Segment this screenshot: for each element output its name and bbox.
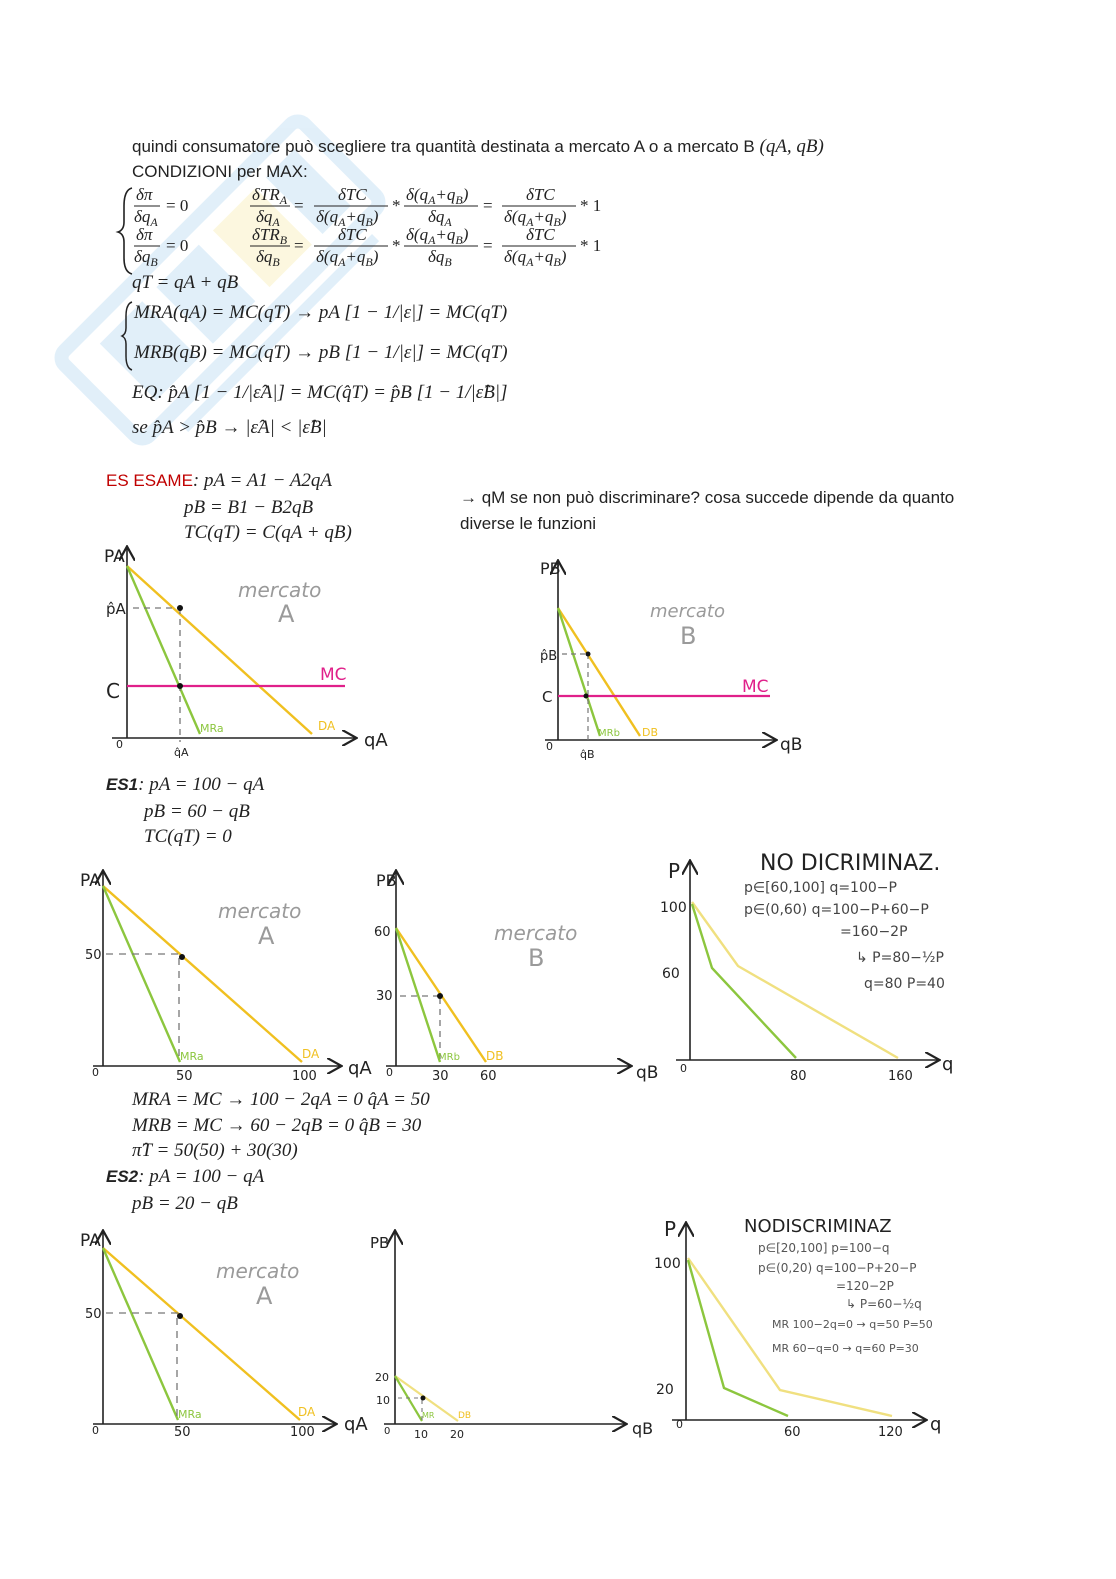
es1-nd-tick100: 100 (660, 900, 687, 916)
esame-b-d-label: DB (642, 726, 659, 739)
intro-text: quindi consumatore può scegliere tra quantità destinata a mercato A o a mercato B (132, 137, 755, 156)
es2-graph-nodiscr (654, 1216, 941, 1440)
es1-a-ylabel: PA (80, 871, 101, 891)
es1-label: ES1 (106, 775, 139, 794)
es2-b-tick20-y: 20 (375, 1371, 389, 1384)
es2-a-tick50-y: 50 (85, 1307, 102, 1322)
es1-a-tick50-y: 50 (85, 948, 102, 963)
eq2-num2: $\delta(q_A+q_B)$ (406, 225, 469, 247)
eq1-dtc2: δTC (526, 185, 555, 204)
eq2-times1: * 1 (580, 236, 602, 255)
es2-nd-xlabel: q (930, 1414, 942, 1435)
es1-b-letter: B (528, 944, 545, 972)
eq2-dqb2: $\delta q_B$ (256, 247, 280, 269)
eq1-star: * (392, 196, 401, 215)
eq2-dtrb: δTR$_B$ (252, 225, 288, 247)
es2-b-d-label: DB (458, 1411, 472, 1421)
eq2-eqA: = (294, 236, 304, 255)
es1-a-xlabel: qA (348, 1058, 372, 1079)
esame-a-point-mc (177, 683, 183, 689)
es1-nd-zero: 0 (680, 1062, 687, 1075)
esame-b-qhat: q̂B (580, 748, 595, 761)
es1-nd-tick80: 80 (790, 1069, 807, 1084)
es2-nd-tick120: 120 (878, 1425, 903, 1440)
es2-a-mr-label: MRa (178, 1408, 202, 1421)
es1-a-mercato: mercato (218, 899, 302, 923)
es2-nd-line3: =120−2P (836, 1279, 894, 1293)
es1-pa: : pA = 100 − qA (138, 774, 265, 795)
esame-b-mr (558, 608, 600, 736)
eq2-eq0: = 0 (166, 236, 189, 255)
es1-nd-xlabel: q (942, 1054, 954, 1075)
es2-a-tick50-x: 50 (174, 1425, 191, 1440)
es2-a-tick100: 100 (290, 1425, 315, 1440)
es1-a-d-label: DA (302, 1047, 320, 1061)
es2-b-ylabel: PB (370, 1234, 390, 1252)
es1-a-tick50-x: 50 (176, 1069, 193, 1084)
es2-a-mercato: mercato (216, 1259, 300, 1283)
eq2-den2: $\delta q_B$ (428, 247, 452, 269)
es2-nd-line4: ↳ P=60−½q (846, 1297, 922, 1311)
es2-b-zero: 0 (384, 1426, 391, 1437)
es-esame-pb: pB = B1 − B2qB (184, 497, 314, 518)
esame-b-mc-label: MC (742, 677, 769, 697)
esame-a-zero: 0 (116, 738, 123, 751)
es2-b-tick20-x: 20 (450, 1428, 464, 1441)
esame-a-d-label: DA (318, 719, 336, 733)
es2-b-xlabel: qB (632, 1419, 654, 1438)
es1-a-zero: 0 (92, 1066, 99, 1079)
mr-b-line: MRB(qB) = MC(qT) → pB [1 − 1/|ε|] = MC(qT) (134, 342, 508, 363)
es1-graph-b (374, 871, 658, 1084)
es2-a-letter: A (256, 1282, 273, 1310)
eq2-dtc2: δTC (526, 225, 555, 244)
esame-b-point-top (586, 652, 591, 657)
esame-a-mc-label: MC (320, 665, 347, 685)
esame-b-c: C (542, 688, 553, 706)
esame-a-qhat: q̂A (174, 746, 189, 759)
es1-b-point (437, 993, 443, 999)
esame-b-demand (558, 608, 640, 736)
es2-nd-tick60: 60 (784, 1425, 801, 1440)
intro-vars: (qA, qB) (759, 136, 824, 157)
esame-a-mercato: mercato (238, 578, 322, 602)
es1-a-tick100: 100 (292, 1069, 317, 1084)
eq1-dtc: δTC (338, 185, 367, 204)
esame-a-c: C (106, 679, 120, 703)
es1-nd-tick160: 160 (888, 1069, 913, 1084)
es1-mr-a: MRA = MC → 100 − 2qA = 0 q̂A = 50 (132, 1089, 430, 1110)
es1-b-tick60-x: 60 (480, 1069, 497, 1084)
eq1-dtra: δTR$_A$ (252, 185, 288, 207)
esame-b-point-mc (584, 694, 589, 699)
eq2-dtc: δTC (338, 225, 367, 244)
eq1-num2: $\delta(q_A+q_B)$ (406, 185, 469, 207)
es1-b-mr-label: MRb (438, 1052, 460, 1063)
es2-b-mr-label: MR (422, 1411, 435, 1420)
es1-tc: TC(qT) = 0 (144, 826, 232, 847)
es2-a-point (177, 1313, 183, 1319)
es1-graph-a (80, 871, 372, 1084)
mr-a-line: MRA(qA) = MC(qT) → pA [1 − 1/|ε|] = MC(qT) (134, 302, 508, 323)
es1-nd-ylabel: P (668, 859, 681, 883)
es2-nd-line6: MR 60−q=0 → q=60 P=30 (772, 1342, 919, 1355)
es1-nd-line5: q=80 P=40 (864, 976, 945, 992)
es1-a-mr (103, 886, 180, 1062)
esame-a-phat: p̂A (106, 600, 126, 618)
es1-nd-line3: =160−2P (840, 924, 908, 940)
es2-nd-line5: MR 100−2q=0 → q=50 P=50 (772, 1318, 933, 1331)
eq1-dqa: $\delta q_A$ (134, 207, 158, 229)
esame-b-phat: p̂B (540, 649, 558, 664)
eq1-den2: $\delta q_A$ (428, 207, 452, 229)
es-esame-tc: TC(qT) = C(qA + qB) (184, 522, 352, 543)
es1-mr-b: MRB = MC → 60 − 2qB = 0 q̂B = 30 (132, 1115, 422, 1136)
es1-b-tick60-y: 60 (374, 925, 391, 940)
qm-note-1: → qM se non può discriminare? cosa succede dipende da quanto (460, 488, 955, 507)
es2-graph-b (370, 1232, 653, 1441)
eq-line: EQ: p̂A [1 − 1/|ε̂A|] = MC(q̂T) = p̂B [1 − 1/|ε̂B|] (132, 382, 508, 403)
esame-a-mr-label: MRa (200, 722, 224, 735)
es1-nd-mr (692, 904, 796, 1058)
es2-nd-ylabel: P (664, 1217, 677, 1241)
eq1-eqB: = (483, 196, 493, 215)
esame-a-xlabel: qA (364, 730, 388, 751)
es1-b-ylabel: PB (376, 871, 397, 890)
eq2-den1: $\delta(q_A+q_B)$ (316, 247, 379, 269)
eq1-dqaqb: $\delta(q_A+q_B)$ (316, 207, 379, 229)
esame-b-letter: B (680, 622, 697, 650)
es1-b-d-label: DB (486, 1049, 504, 1063)
esame-graph-b (540, 559, 802, 761)
esame-a-letter: A (278, 600, 295, 628)
es-esame-label: ES ESAME (106, 471, 193, 490)
es1-a-mr-label: MRa (180, 1050, 204, 1063)
esame-b-mercato: mercato (650, 601, 726, 622)
eq1-dqa2: $\delta q_A$ (256, 207, 280, 229)
es2-nd-mr (688, 1260, 788, 1416)
conditions-heading: CONDIZIONI per MAX: (132, 162, 308, 181)
es2-a-ylabel: PA (80, 1231, 101, 1251)
es-esame-pa: : pA = A1 − A2qA (192, 470, 333, 491)
eq2-den3: $\delta(q_A+q_B)$ (504, 247, 567, 269)
eq1-dpi: δπ (136, 185, 153, 204)
esame-b-ylabel: PB (540, 559, 561, 578)
es1-nd-line1: p∈[60,100] q=100−P (744, 880, 897, 896)
es2-nd-zero: 0 (676, 1418, 683, 1431)
esame-graph-a (104, 547, 388, 759)
eq1-eq0: = 0 (166, 196, 189, 215)
es2-nd-tick100: 100 (654, 1256, 681, 1272)
es1-nd-tick60: 60 (662, 966, 680, 982)
esame-a-ylabel: PA (104, 547, 125, 567)
esame-a-point-top (177, 605, 183, 611)
esame-a-mr (127, 566, 200, 734)
es2-pb: pB = 20 − qB (132, 1193, 238, 1214)
es1-line (106, 774, 264, 796)
eq2-dpi: δπ (136, 225, 153, 244)
eq1-times1: * 1 (580, 196, 602, 215)
eq2-dqb: $\delta q_B$ (134, 247, 158, 269)
es2-nd-line2: p∈(0,20) q=100−P+20−P (758, 1261, 917, 1275)
eq1-den3: $\delta(q_A+q_B)$ (504, 207, 567, 229)
esame-b-zero: 0 (546, 740, 553, 753)
es2-a-zero: 0 (92, 1424, 99, 1437)
es2-nd-tick20: 20 (656, 1382, 674, 1398)
es1-graph-nodiscr (660, 851, 953, 1084)
es1-b-tick30-x: 30 (432, 1069, 449, 1084)
se-line: se p̂A > p̂B → |ε̂A| < |ε̂B| (132, 417, 327, 438)
es2-a-xlabel: qA (344, 1414, 368, 1435)
es1-nd-line4: ↳ P=80−½P (856, 950, 944, 966)
es1-b-xlabel: qB (636, 1063, 659, 1083)
es1-pb: pB = 60 − qB (144, 801, 250, 822)
es1-b-tick30-y: 30 (376, 989, 393, 1004)
eq2-star: * (392, 236, 401, 255)
esame-b-mr-label: MRb (598, 728, 620, 739)
es1-b-zero: 0 (386, 1066, 393, 1079)
es2-nd-title: NODISCRIMINAZ (744, 1216, 892, 1237)
es1-a-letter: A (258, 922, 275, 950)
es1-b-mr (396, 928, 440, 1062)
qt-line: qT = qA + qB (132, 272, 239, 293)
es1-a-point (179, 954, 185, 960)
es2-pa: : pA = 100 − qA (138, 1166, 265, 1187)
eq2-eqB: = (483, 236, 493, 255)
es2-b-point (421, 1396, 426, 1401)
es2-b-tick10-x: 10 (414, 1428, 428, 1441)
es1-nd-title: NO DICRIMINAZ. (760, 851, 941, 876)
esame-b-xlabel: qB (780, 735, 803, 755)
es1-b-mercato: mercato (494, 921, 578, 945)
es2-nd-line1: p∈[20,100] p=100−q (758, 1241, 890, 1255)
es2-b-tick10-y: 10 (376, 1394, 390, 1407)
es2-line (106, 1166, 264, 1188)
es2-label: ES2 (106, 1167, 139, 1186)
es1-nd-line2: p∈(0,60) q=100−P+60−P (744, 902, 929, 918)
eq1-eqA: = (294, 196, 304, 215)
qm-note-2: diverse le funzioni (460, 514, 597, 533)
es2-graph-a (80, 1231, 368, 1440)
es2-a-d-label: DA (298, 1405, 316, 1419)
es1-pi: π̂T = 50(50) + 30(30) (132, 1140, 298, 1161)
es2-a-mr (103, 1248, 178, 1420)
